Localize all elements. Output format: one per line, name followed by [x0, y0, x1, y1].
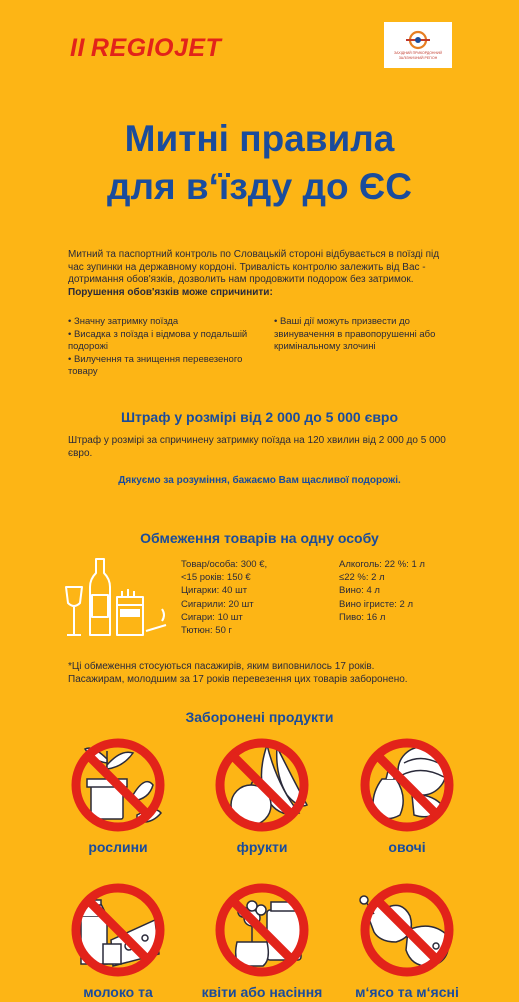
- banned-item-label: молоко та: [83, 984, 153, 1000]
- limit-item: Пиво: 16 л: [339, 611, 386, 623]
- thanks-text: Дякуємо за розуміння, бажаємо Вам щасливої подорожі.: [118, 475, 401, 486]
- limit-item: Товар/особа: 300 €,: [181, 559, 268, 570]
- banned-item-meat: [342, 880, 472, 1000]
- consequence-item: • Значну затримку поїзда: [68, 316, 179, 327]
- title-line-2: для в‘їзду до ЄС: [107, 166, 412, 207]
- banned-item-label: овочі: [388, 839, 426, 855]
- partner-logo-text: ЗАХІДНИЙ ПРИКОРДОННИЙ ЗАЛІЗНИЧНИЙ РЕГІОН: [393, 51, 443, 60]
- regiojet-logo: II REGIOJET: [70, 34, 222, 62]
- logo-text: REGIOJET: [90, 34, 222, 62]
- partner-emblem-icon: [403, 30, 433, 50]
- limits-column-2: [339, 558, 489, 624]
- limits-title: Обмеження товарів на одну особу: [140, 530, 379, 546]
- limit-item: Сигарили: 20 шт: [181, 598, 254, 610]
- banned-item-fruits: [197, 735, 327, 855]
- banned-item-label: м‘ясо та м‘ясні: [355, 984, 459, 1000]
- prohibition-icon: [352, 880, 462, 980]
- banned-item-label: рослини: [88, 839, 148, 855]
- prohibition-icon: [207, 735, 317, 835]
- note-line-2: Пасажирам, молодшим за 17 років перевезення цих товарів заборонено.: [68, 674, 408, 685]
- fine-title: Штраф у розмірі від 2 000 до 5 000 євро: [120, 409, 399, 425]
- limits-column-1: [181, 558, 341, 637]
- consequences-right: [274, 316, 454, 354]
- limit-item: Тютюн: 50 г: [181, 625, 232, 637]
- limit-item: <15 років: 150 €: [181, 572, 251, 584]
- consequence-item: • Вилучення та знищення перевезеного товару: [68, 353, 243, 377]
- prohibition-icon: [207, 880, 317, 980]
- title-line-1: Митні правила: [124, 118, 395, 159]
- consequences-left: [68, 316, 258, 379]
- limit-item: Алкоголь: 22 %: 1 л: [339, 559, 425, 570]
- prohibition-icon: [352, 735, 462, 835]
- note-line-1: *Ці обмеження стосуються пасажирів, яким виповнилось 17 років.: [68, 661, 375, 672]
- prohibition-icon: [63, 735, 173, 835]
- limit-item: Вино: 4 л: [339, 585, 380, 597]
- page-title: [0, 115, 519, 211]
- limit-item: Вино ігристе: 2 л: [339, 598, 414, 610]
- partner-logo: [384, 22, 452, 68]
- banned-title: Заборонені продукти: [185, 709, 334, 725]
- banned-item-flowers: [197, 880, 327, 1000]
- banned-item-label: фрукти: [236, 839, 288, 855]
- limits-note: [68, 660, 468, 686]
- alcohol-tobacco-icon: [62, 557, 174, 639]
- fine-text: Штраф у розмірі за спричинену затримку поїзда на 120 хвилин від 2 000 до 5 000 євро.: [68, 435, 446, 459]
- banned-item-vegetables: [342, 735, 472, 855]
- prohibition-icon: [63, 880, 173, 980]
- banned-item-milk: [53, 880, 183, 1000]
- banned-item-label: квіти або насіння: [201, 984, 323, 1000]
- limit-item: ≤22 %: 2 л: [339, 572, 385, 584]
- consequence-item: • Висадка з поїзда і відмова у подальшій подорожі: [68, 328, 248, 352]
- intro-bold: Порушення обов'язків може спричинити:: [68, 286, 273, 298]
- limit-item: Цигарки: 40 шт: [181, 585, 248, 597]
- consequence-item: • Ваші дії можуть призвести до звинувачення в правопорушенні або кримінальному злочині: [274, 316, 436, 352]
- intro-text: Митний та паспортний контроль по Словацькій стороні відбувається в поїзді під час зупинки на державному кордоні. Тривалість контролю залежить від Вас - дотримання обов'язків, дозволить нам продовжити подорож без затримок.: [68, 249, 440, 285]
- limit-item: Сигари: 10 шт: [181, 611, 243, 623]
- intro-paragraph: [68, 249, 453, 299]
- banned-item-plants: [53, 735, 183, 855]
